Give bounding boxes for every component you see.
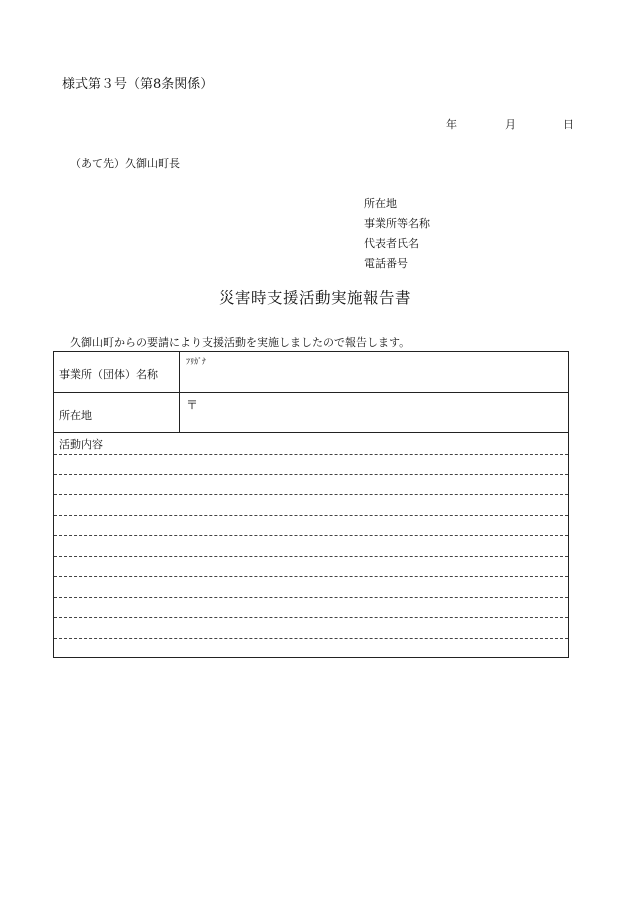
address-label: 所在地 xyxy=(59,409,92,422)
activity-line xyxy=(54,474,568,475)
activity-line xyxy=(54,576,568,577)
date-month-label: 月 xyxy=(505,118,516,131)
activity-line xyxy=(54,535,568,536)
applicant-representative-label: 代表者氏名 xyxy=(364,237,419,250)
activity-line xyxy=(54,494,568,495)
form-number: 様式第３号（第8条関係） xyxy=(62,77,214,92)
activity-line xyxy=(54,597,568,598)
postal-mark: 〒 xyxy=(186,398,199,412)
document-title: 災害時支援活動実施報告書 xyxy=(218,289,411,307)
report-table xyxy=(53,351,569,658)
intro-text: 久御山町からの要請により支援活動を実施しましたので報告します。 xyxy=(70,336,411,349)
applicant-address-label: 所在地 xyxy=(364,197,397,210)
activity-line xyxy=(54,454,568,455)
office-name-label-cell xyxy=(54,352,180,392)
activity-line xyxy=(54,617,568,618)
activity-label: 活動内容 xyxy=(59,438,103,451)
addressee: （あて先）久御山町長 xyxy=(70,157,180,170)
office-name-label: 事業所（団体）名称 xyxy=(59,368,158,381)
applicant-office-name-label: 事業所等名称 xyxy=(364,217,430,230)
applicant-phone-label: 電話番号 xyxy=(364,257,408,270)
furigana-label: ﾌﾘｶﾞﾅ xyxy=(186,357,206,366)
address-label-cell xyxy=(54,393,180,432)
activity-line xyxy=(54,638,568,639)
activity-line xyxy=(54,556,568,557)
date-year-label: 年 xyxy=(446,118,457,131)
office-name-row xyxy=(54,352,568,393)
address-row xyxy=(54,393,568,433)
date-day-label: 日 xyxy=(563,118,574,131)
activity-line xyxy=(54,515,568,516)
